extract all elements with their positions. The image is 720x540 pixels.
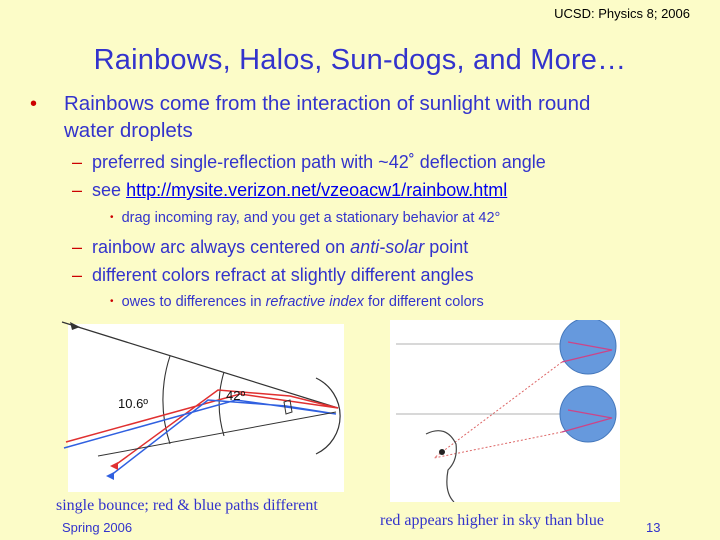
- slide-title: Rainbows, Halos, Sun-dogs, and More…: [93, 44, 627, 76]
- anti-solar-term: anti-solar: [350, 237, 425, 257]
- observer-svg: [390, 320, 620, 502]
- angle-label-inner: 42º: [226, 388, 246, 403]
- main-bullet-line2: water droplets: [64, 119, 193, 142]
- anti-solar-prefix: rainbow arc always centered on: [92, 237, 351, 257]
- sub-bullet-see-link: – see http://mysite.verizon.net/vzeoacw1/rainbow.html: [72, 180, 508, 200]
- note-ri-prefix: owes to differences in: [121, 294, 266, 310]
- sub-bullet-colors: – different colors refract at slightly different angles: [72, 265, 474, 285]
- ray-diagram-figure: [58, 316, 346, 494]
- note-refractive-index: • owes to differences in refractive index for different colors: [110, 294, 484, 310]
- note-ri-term: refractive index: [265, 294, 364, 310]
- note-ri-suffix: for different colors: [363, 294, 484, 310]
- note-drag-ray-text: drag incoming ray, and you get a stationary behavior at 42°: [121, 210, 501, 226]
- course-header: UCSD: Physics 8; 2006: [554, 6, 690, 21]
- right-figure-caption: red appears higher in sky than blue: [380, 512, 604, 529]
- rainbow-applet-link[interactable]: http://mysite.verizon.net/vzeoacw1/rainbow.html: [126, 180, 508, 200]
- upper-droplet: [560, 320, 616, 374]
- sub-bullet-deflection-text: preferred single-reflection path with ~42˚ deflection angle: [92, 152, 546, 172]
- observer-eye-icon: [439, 449, 445, 455]
- main-bullet-line1: Rainbows come from the interaction of sunlight with round: [64, 92, 591, 115]
- footer-term: Spring 2006: [62, 520, 133, 535]
- note-drag-ray: • drag incoming ray, and you get a stationary behavior at 42°: [110, 210, 501, 226]
- page-number: 13: [646, 520, 661, 535]
- anti-solar-suffix: point: [424, 237, 469, 257]
- angle-label-outer: 10.6º: [118, 396, 149, 411]
- sub-bullet-deflection: – preferred single-reflection path with ~42˚ deflection angle: [72, 152, 546, 172]
- observer-figure: [390, 320, 620, 502]
- main-bullet-dot: •: [30, 93, 38, 115]
- sub-bullet-colors-text: different colors refract at slightly different angles: [92, 265, 474, 285]
- see-prefix: see: [92, 180, 127, 200]
- sub-bullet-anti-solar: – rainbow arc always centered on anti-solar point: [72, 237, 469, 257]
- left-figure-caption: single bounce; red & blue paths different: [56, 497, 318, 514]
- ray-diagram-svg: [58, 316, 346, 494]
